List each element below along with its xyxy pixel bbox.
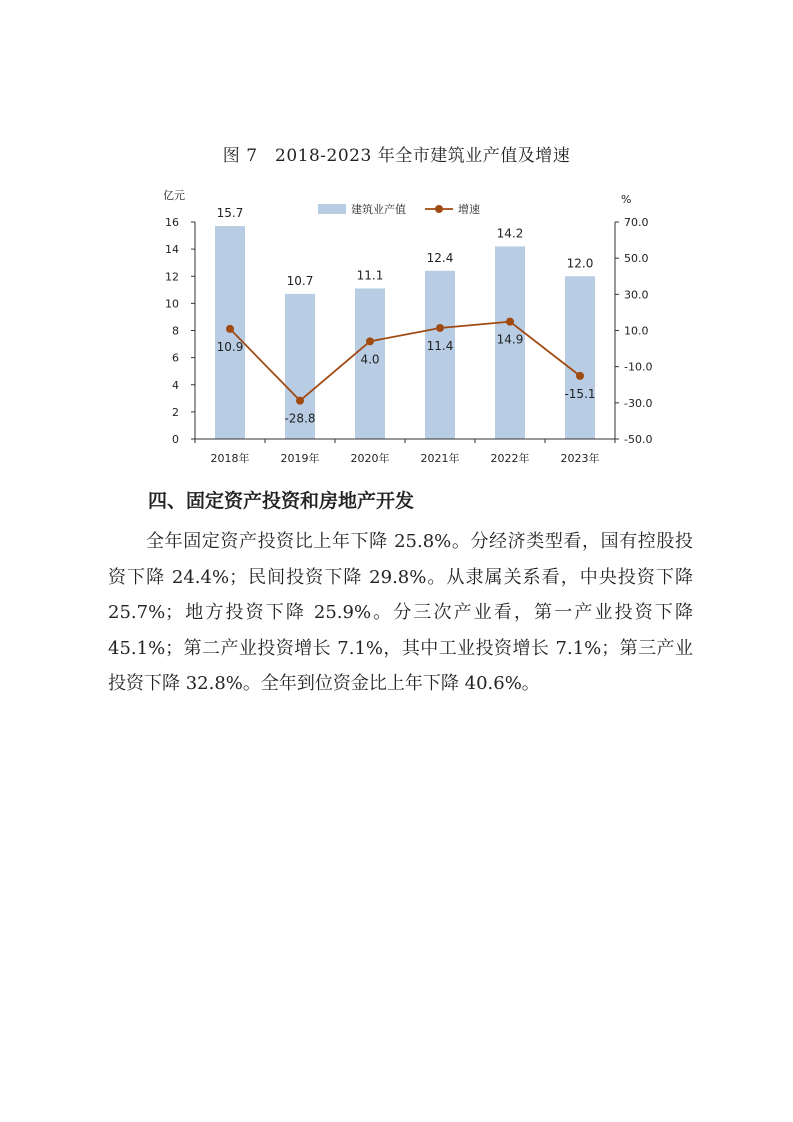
left-axis-unit: 亿元 [163,189,185,202]
growth-point-2023年 [576,372,584,380]
legend-line-label: 增速 [458,203,480,216]
x-tick-label: 2022年 [490,452,530,465]
x-tick-label: 2023年 [560,452,600,465]
growth-line [230,322,580,401]
right-tick-label: -30.0 [624,396,653,410]
growth-value-label: 10.9 [216,339,244,354]
x-tick-label: 2018年 [210,452,250,465]
bar-2023年 [565,276,595,439]
right-tick-label: 50.0 [624,252,649,266]
section-heading: 四、固定资产投资和房地产开发 [148,490,415,512]
right-axis-unit: % [621,193,632,206]
growth-point-2022年 [506,318,514,326]
line-layer [226,318,584,405]
left-tick-label: 6 [172,351,179,365]
bar-value-label: 12.0 [566,256,594,271]
growth-value-label: 11.4 [426,338,454,353]
growth-point-2021年 [436,324,444,332]
right-tick-label: -50.0 [624,433,653,446]
bar-value-label: 11.1 [356,268,384,283]
bar-value-label: 15.7 [216,206,244,221]
growth-point-2020年 [366,337,374,345]
growth-value-label: 4.0 [360,352,380,367]
x-tick-label: 2019年 [280,452,320,465]
growth-point-2019年 [296,397,304,405]
left-tick-label: 2 [172,405,179,419]
legend-bar-swatch [318,204,346,214]
right-tick-label: 30.0 [624,288,649,302]
x-tick-label: 2021年 [420,452,460,465]
legend-line-marker [435,205,443,213]
section-paragraph: 全年固定资产投资比上年下降 25.8%。分经济类型看，国有控股投资下降 24.4%；民间投资下降 29.8%。从隶属关系看，中央投资下降 25.7%；地方投资下降 25.9%。分三次产业看，第一产业投资下降 45.1%；第二产业投资增长 7.1%，其中工业投资增长 7.1%；第三产业投资下降 32.8%。全年到位资金比上年下降 40.6%。 [108,531,693,694]
bar-value-label: 12.4 [426,250,454,265]
bars-layer [215,226,595,439]
left-tick-label: 8 [172,324,179,338]
growth-value-label: -28.8 [284,411,316,426]
left-tick-label: 10 [165,297,179,311]
left-tick-label: 0 [172,433,179,446]
left-tick-label: 14 [165,243,179,257]
growth-value-label: -15.1 [564,386,596,401]
right-tick-label: 70.0 [624,216,649,229]
labels-layer [217,206,596,426]
x-tick-label: 2020年 [350,452,390,465]
bar-value-label: 10.7 [286,273,314,288]
left-tick-label: 16 [165,216,179,229]
figure-title: 图 7 2018-2023 年全市建筑业产值及增速 [222,146,571,166]
bar-value-label: 14.2 [496,226,524,241]
legend-bar-label: 建筑业产值 [351,203,406,216]
right-tick-label: 10.0 [624,324,649,338]
left-tick-label: 12 [165,270,179,284]
growth-value-label: 14.9 [496,332,524,347]
legend-layer [318,202,480,216]
growth-point-2018年 [226,325,234,333]
right-tick-label: -10.0 [624,360,653,374]
construction-output-chart [150,180,653,470]
left-tick-label: 4 [172,378,179,392]
bar-2021年 [425,271,455,439]
